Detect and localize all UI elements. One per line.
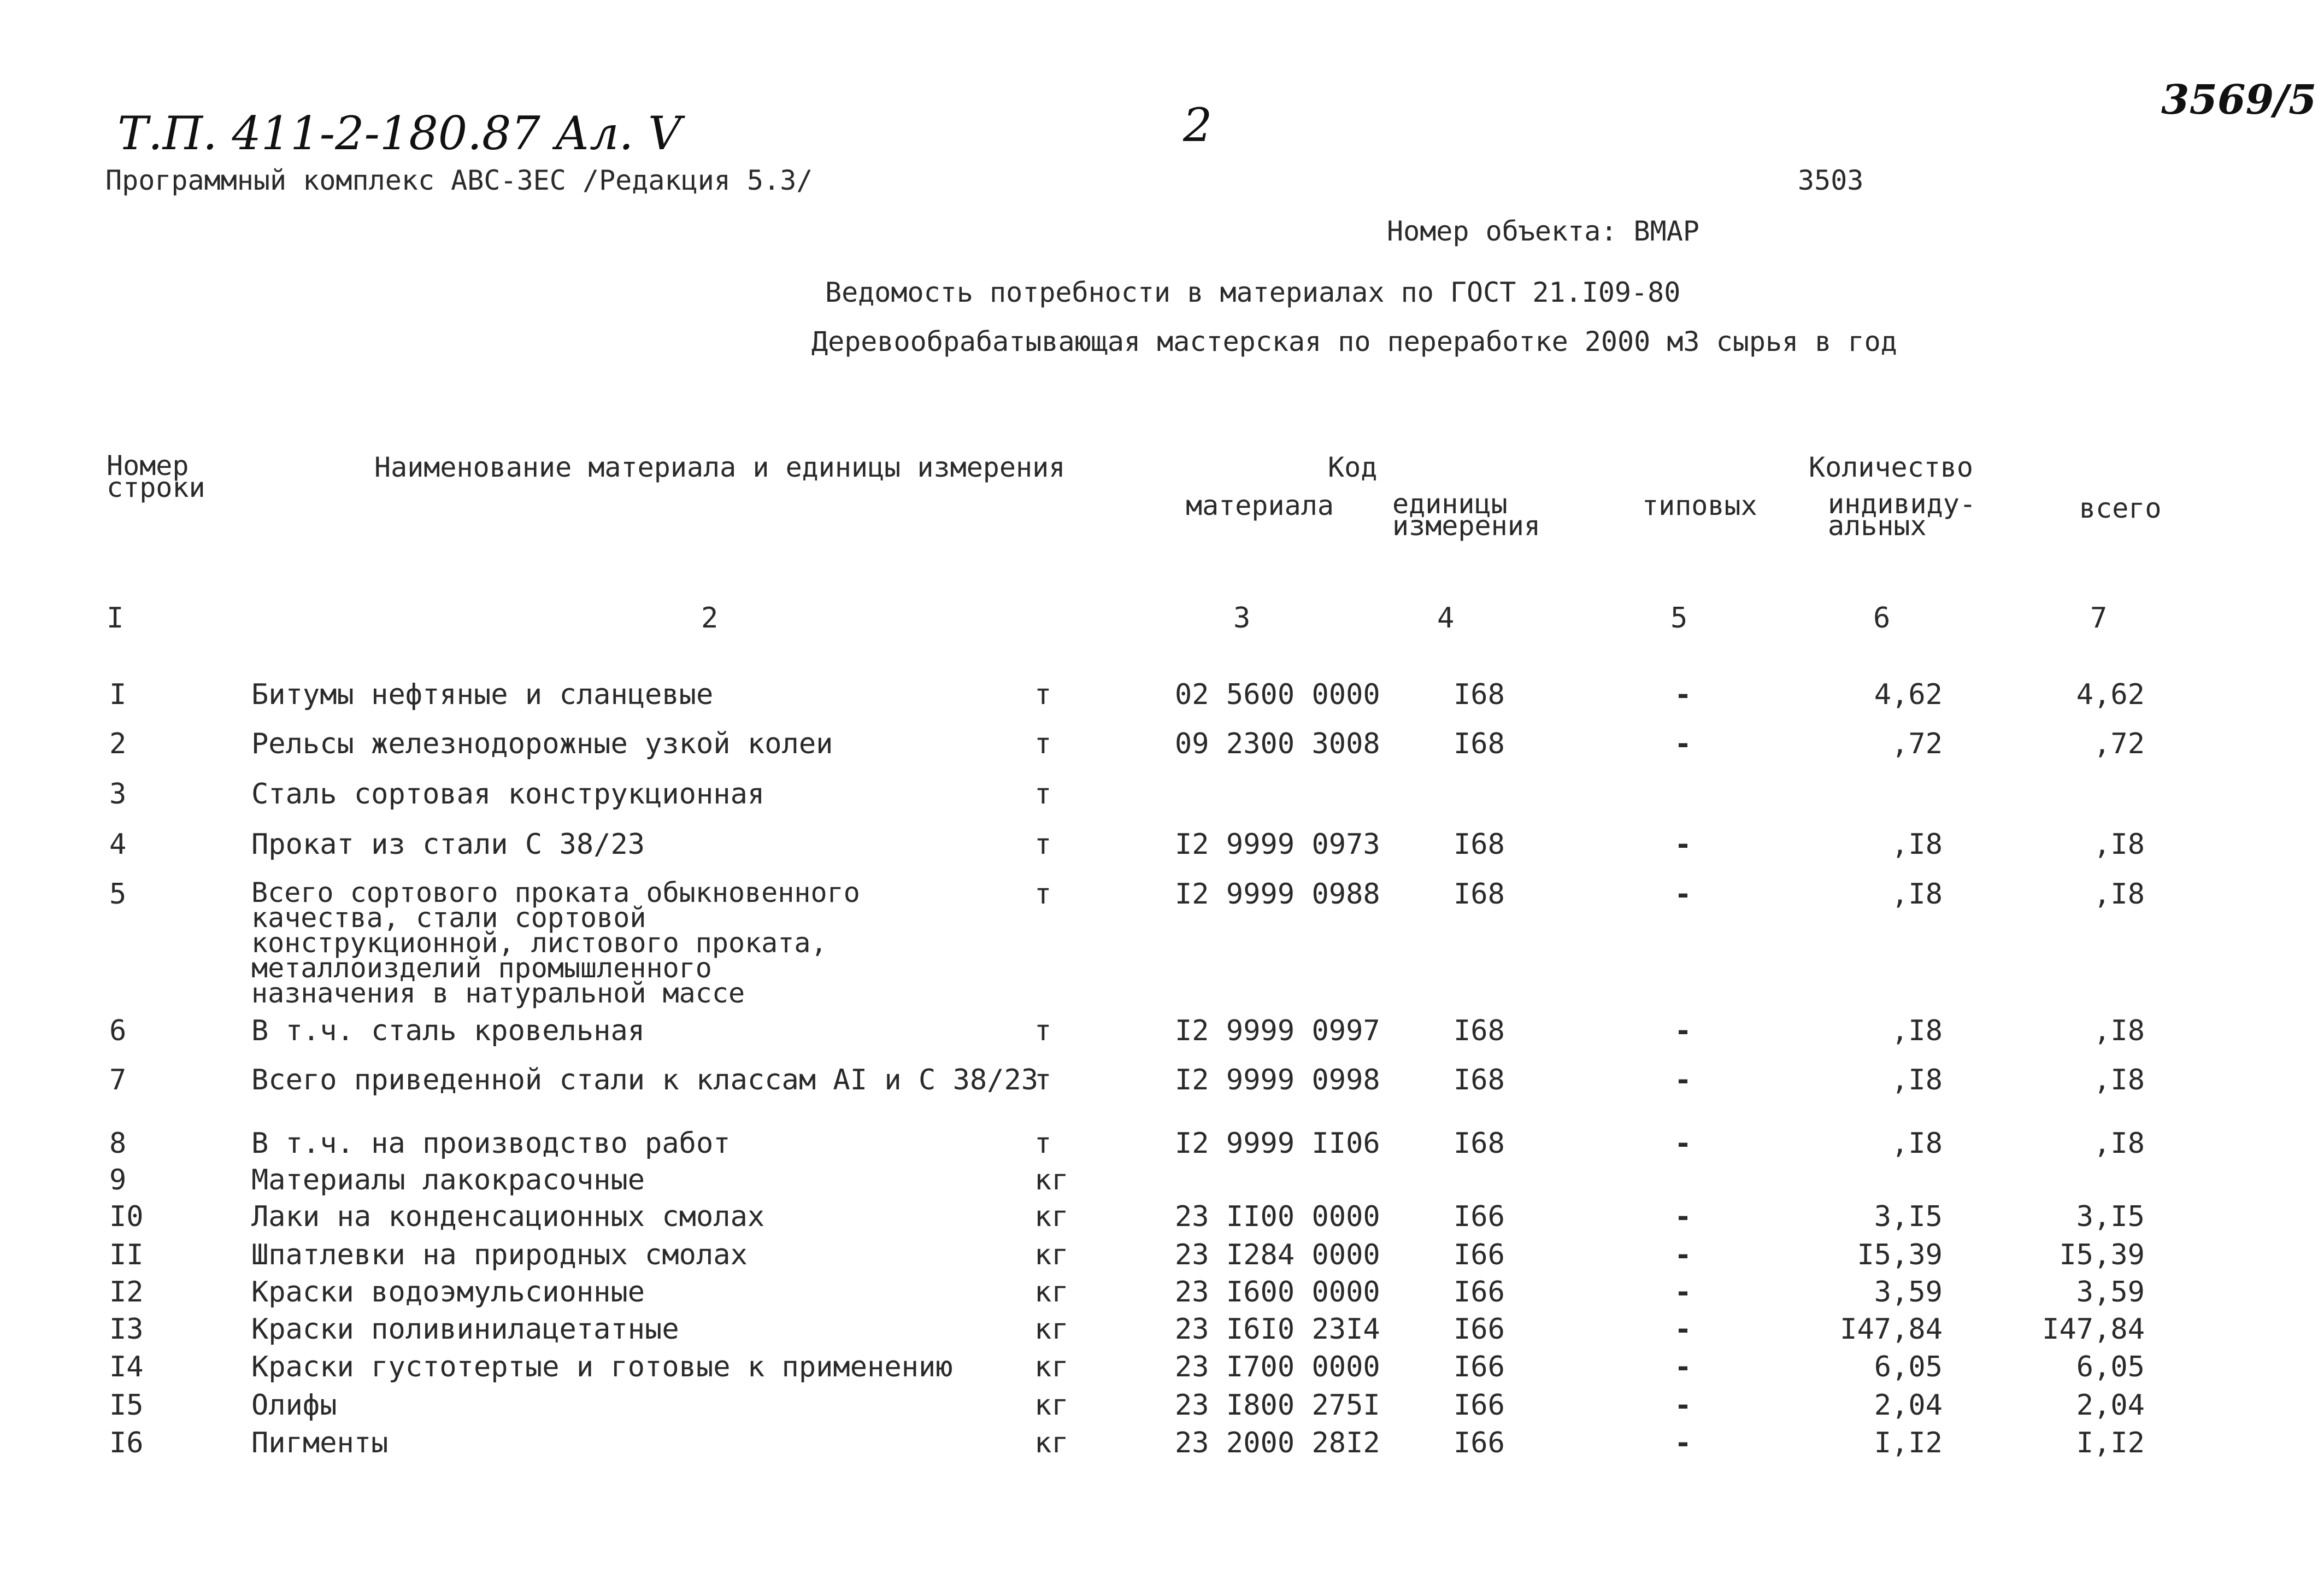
cell-unit: кг [1034, 1276, 1069, 1309]
cell-total: I,I2 [2076, 1427, 2145, 1459]
cell-typ: - [1674, 1313, 1692, 1346]
cell-typ: - [1674, 1015, 1692, 1047]
cell-total: 6,05 [2076, 1351, 2145, 1383]
cell-ucode: I68 [1454, 878, 1505, 911]
program-header: Программный комплекс АВС-3ЕС /Редакция 5.3/ [105, 165, 813, 196]
cell-typ: - [1674, 1200, 1692, 1233]
cell-num: I0 [109, 1200, 144, 1233]
cell-total: ,I8 [2093, 1127, 2145, 1160]
cell-unit: т [1034, 678, 1052, 711]
cell-name: Прокат из стали С 38/23 [251, 828, 645, 861]
cell-num: 7 [109, 1064, 127, 1096]
cell-ucode: I66 [1454, 1313, 1505, 1346]
cell-typ: - [1674, 878, 1692, 911]
document-code: 3503 [1798, 165, 1864, 196]
cell-total: I47,84 [2042, 1313, 2145, 1346]
col-header-name: Наименование материала и единицы измерения [374, 451, 1066, 483]
cell-code: I2 9999 0973 [1175, 828, 1380, 861]
cell-name: Олифы [251, 1389, 337, 1422]
cell-name: Всего приведенной стали к классам АI и С 38/23 [251, 1064, 1039, 1096]
cell-num: 6 [109, 1015, 127, 1047]
cell-ind: ,I8 [1891, 1064, 1943, 1096]
cell-total: ,I8 [2093, 1064, 2145, 1096]
cell-typ: - [1674, 678, 1692, 711]
cell-name: Сталь сортовая конструкционная [251, 778, 765, 811]
cell-code: I2 9999 0997 [1175, 1015, 1380, 1047]
cell-code: 09 2300 3008 [1175, 728, 1380, 760]
cell-num: 4 [109, 828, 127, 861]
cell-ind: ,I8 [1891, 1015, 1943, 1047]
cell-typ: - [1674, 1276, 1692, 1309]
cell-ucode: I66 [1454, 1389, 1505, 1422]
cell-name: Материалы лакокрасочные [251, 1164, 645, 1197]
cell-code: 23 II00 0000 [1175, 1200, 1380, 1233]
cell-name: Всего сортового проката обыкновенного качества, стали сортовой конструкционной, листового проката, металлоизделий промышленного назначения в натуральной массе [251, 877, 860, 1009]
col-header-typical: типовых [1642, 490, 1757, 521]
cell-unit: т [1034, 1015, 1052, 1047]
cell-code: I2 9999 II06 [1175, 1127, 1380, 1160]
cell-total: ,I8 [2093, 1015, 2145, 1047]
cell-name: В т.ч. на производство работ [251, 1127, 731, 1160]
col-header-code-material: материала [1186, 490, 1334, 521]
cell-unit: кг [1034, 1351, 1069, 1383]
cell-total: 2,04 [2076, 1389, 2145, 1422]
cell-num: 9 [109, 1164, 127, 1197]
cell-name: Краски густотертые и готовые к применению [251, 1351, 953, 1383]
cell-name: Рельсы железнодорожные узкой колеи [251, 728, 833, 760]
col-number-2: 2 [701, 602, 719, 635]
cell-unit: кг [1034, 1164, 1069, 1197]
cell-code: 23 I6I0 23I4 [1175, 1313, 1380, 1346]
cell-code: I2 9999 0988 [1175, 878, 1380, 911]
cell-ucode: I66 [1454, 1200, 1505, 1233]
cell-name: Шпатлевки на природных смолах [251, 1239, 748, 1271]
cell-ind: I,I2 [1874, 1427, 1943, 1459]
cell-typ: - [1674, 1064, 1692, 1096]
cell-num: I4 [109, 1351, 144, 1383]
cell-ucode: I68 [1454, 1015, 1505, 1047]
cell-num: 2 [109, 728, 127, 760]
cell-ind: 4,62 [1874, 678, 1943, 711]
cell-name: Краски поливинилацетатные [251, 1313, 679, 1346]
col-number-4: 4 [1437, 602, 1455, 635]
col-header-row-number: Номер строки [107, 450, 205, 503]
cell-typ: - [1674, 1127, 1692, 1160]
cell-code: 23 I700 0000 [1175, 1351, 1380, 1383]
cell-name: Пигменты [251, 1427, 389, 1459]
document-title: Ведомость потребности в материалах по ГОСТ 21.I09-80 [825, 277, 1681, 308]
cell-num: 5 [109, 878, 127, 911]
cell-unit: т [1034, 1127, 1052, 1160]
cell-typ: - [1674, 1389, 1692, 1422]
cell-num: I [109, 678, 127, 711]
cell-ind: ,I8 [1891, 828, 1943, 861]
cell-ind: I5,39 [1857, 1239, 1943, 1271]
cell-ucode: I68 [1454, 678, 1505, 711]
col-header-code-group: Код [1328, 451, 1378, 483]
cell-ind: 3,I5 [1874, 1200, 1943, 1233]
cell-ind: I47,84 [1840, 1313, 1943, 1346]
cell-code: 23 I600 0000 [1175, 1276, 1380, 1309]
handwritten-page-number: 2 [1183, 98, 1213, 152]
cell-unit: кг [1034, 1427, 1069, 1459]
cell-num: 8 [109, 1127, 127, 1160]
cell-total: 3,59 [2076, 1276, 2145, 1309]
cell-unit: кг [1034, 1313, 1069, 1346]
cell-unit: т [1034, 878, 1052, 911]
cell-code: 23 2000 28I2 [1175, 1427, 1380, 1459]
cell-ind: 3,59 [1874, 1276, 1943, 1309]
col-number-1: I [107, 602, 124, 635]
cell-ucode: I66 [1454, 1351, 1505, 1383]
col-header-quantity-group: Количество [1809, 451, 1974, 483]
cell-typ: - [1674, 828, 1692, 861]
cell-total: 3,I5 [2076, 1200, 2145, 1233]
cell-num: II [109, 1239, 144, 1271]
cell-name: Лаки на конденсационных смолах [251, 1200, 765, 1233]
cell-total: 4,62 [2076, 678, 2145, 711]
col-header-code-unit: единицы измерения [1392, 488, 1540, 542]
cell-unit: кг [1034, 1200, 1069, 1233]
cell-ucode: I66 [1454, 1276, 1505, 1309]
col-header-individual: индивиду-альных [1828, 488, 1976, 542]
cell-ind: ,72 [1891, 728, 1943, 760]
cell-ucode: I66 [1454, 1427, 1505, 1459]
cell-unit: т [1034, 1064, 1052, 1096]
cell-unit: кг [1034, 1239, 1069, 1271]
cell-ind: ,I8 [1891, 1127, 1943, 1160]
cell-total: ,I8 [2093, 878, 2145, 911]
cell-ucode: I66 [1454, 1239, 1505, 1271]
cell-unit: т [1034, 828, 1052, 861]
col-number-5: 5 [1670, 602, 1688, 635]
cell-unit: т [1034, 778, 1052, 811]
cell-ucode: I68 [1454, 1127, 1505, 1160]
cell-ucode: I68 [1454, 1064, 1505, 1096]
cell-typ: - [1674, 728, 1692, 760]
cell-num: I3 [109, 1313, 144, 1346]
cell-name: Краски водоэмульсионные [251, 1276, 645, 1309]
cell-name: Битумы нефтяные и сланцевые [251, 678, 714, 711]
cell-ucode: I68 [1454, 828, 1505, 861]
object-number: Номер объекта: ВМАР [1387, 215, 1699, 247]
document-subtitle: Деревообрабатывающая мастерская по переработке 2000 м3 сырья в год [811, 326, 1897, 357]
col-number-6: 6 [1873, 602, 1891, 635]
cell-ind: ,I8 [1891, 878, 1943, 911]
col-header-total: всего [2079, 492, 2162, 524]
cell-total: ,I8 [2093, 828, 2145, 861]
cell-typ: - [1674, 1351, 1692, 1383]
cell-code: I2 9999 0998 [1175, 1064, 1380, 1096]
cell-total: ,72 [2093, 728, 2145, 760]
cell-num: I6 [109, 1427, 144, 1459]
cell-code: 02 5600 0000 [1175, 678, 1380, 711]
cell-ucode: I68 [1454, 728, 1505, 760]
cell-ind: 6,05 [1874, 1351, 1943, 1383]
cell-typ: - [1674, 1239, 1692, 1271]
cell-unit: кг [1034, 1389, 1069, 1422]
cell-name: В т.ч. сталь кровельная [251, 1015, 645, 1047]
cell-code: 23 I800 275I [1175, 1389, 1380, 1422]
col-number-3: 3 [1233, 602, 1251, 635]
cell-typ: - [1674, 1427, 1692, 1459]
cell-unit: т [1034, 728, 1052, 760]
cell-ind: 2,04 [1874, 1389, 1943, 1422]
cell-num: I2 [109, 1276, 144, 1309]
handwritten-sheet-number: 3569/5 [2161, 77, 2317, 124]
cell-code: 23 I284 0000 [1175, 1239, 1380, 1271]
cell-num: 3 [109, 778, 127, 811]
handwritten-doc-reference: Т.П. 411-2-180.87 Ал. V [117, 107, 681, 160]
cell-num: I5 [109, 1389, 144, 1422]
col-number-7: 7 [2090, 602, 2108, 635]
cell-total: I5,39 [2059, 1239, 2145, 1271]
